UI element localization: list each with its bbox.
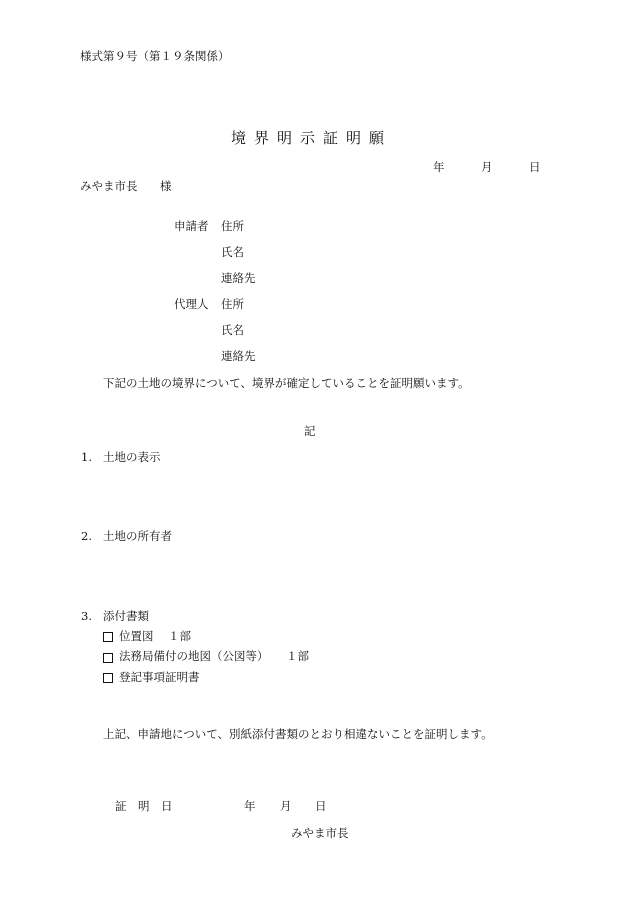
attachment-checkbox[interactable] xyxy=(103,632,113,642)
addressee-name: みやま市長 xyxy=(80,179,138,193)
section-number: 1. xyxy=(81,450,92,464)
agent-role: 代理人 xyxy=(174,297,209,311)
section-label: 添付書類 xyxy=(103,609,149,623)
agent-contact-label: 連絡先 xyxy=(221,349,256,363)
attachment-checkbox[interactable] xyxy=(103,673,113,683)
applicant-address-label: 住所 xyxy=(221,219,244,233)
cert-year-label: 年 xyxy=(244,799,256,813)
ki-heading: 記 xyxy=(304,424,316,438)
cert-date-label: 証 明 日 xyxy=(115,799,173,813)
section-number: 3. xyxy=(81,609,92,623)
attachment-checkbox[interactable] xyxy=(103,653,113,663)
applicant-contact-label: 連絡先 xyxy=(221,271,256,285)
attachment-name: 登記事項証明書 xyxy=(119,670,200,684)
cert-month-label: 月 xyxy=(280,799,292,813)
agent-address-label: 住所 xyxy=(221,297,244,311)
section-label: 土地の表示 xyxy=(103,450,161,464)
issuer-name: みやま市長 xyxy=(291,826,349,840)
addressee-honorific: 様 xyxy=(160,179,172,193)
page-title: 境界明示証明願 xyxy=(231,129,393,147)
cert-day-label: 日 xyxy=(315,799,327,813)
attachment-name: 法務局備付の地図（公図等） xyxy=(119,649,269,663)
applicant-name-label: 氏名 xyxy=(221,245,244,259)
certify-text: 上記、申請地について、別紙添付書類のとおり相違ないことを証明します。 xyxy=(103,727,493,741)
section-number: 2. xyxy=(81,529,92,543)
attachment-qty: １部 xyxy=(286,649,309,663)
section-label: 土地の所有者 xyxy=(103,529,172,543)
agent-name-label: 氏名 xyxy=(221,323,244,337)
date-day-label: 日 xyxy=(529,160,541,174)
date-year-label: 年 xyxy=(433,160,445,174)
date-month-label: 月 xyxy=(481,160,493,174)
attachment-name: 位置図 xyxy=(119,629,154,643)
form-number: 様式第９号（第１９条関係） xyxy=(80,49,230,63)
attachment-qty: １部 xyxy=(168,629,191,643)
request-text: 下記の土地の境界について、境界が確定していることを証明願います。 xyxy=(103,376,470,390)
applicant-role: 申請者 xyxy=(174,219,209,233)
